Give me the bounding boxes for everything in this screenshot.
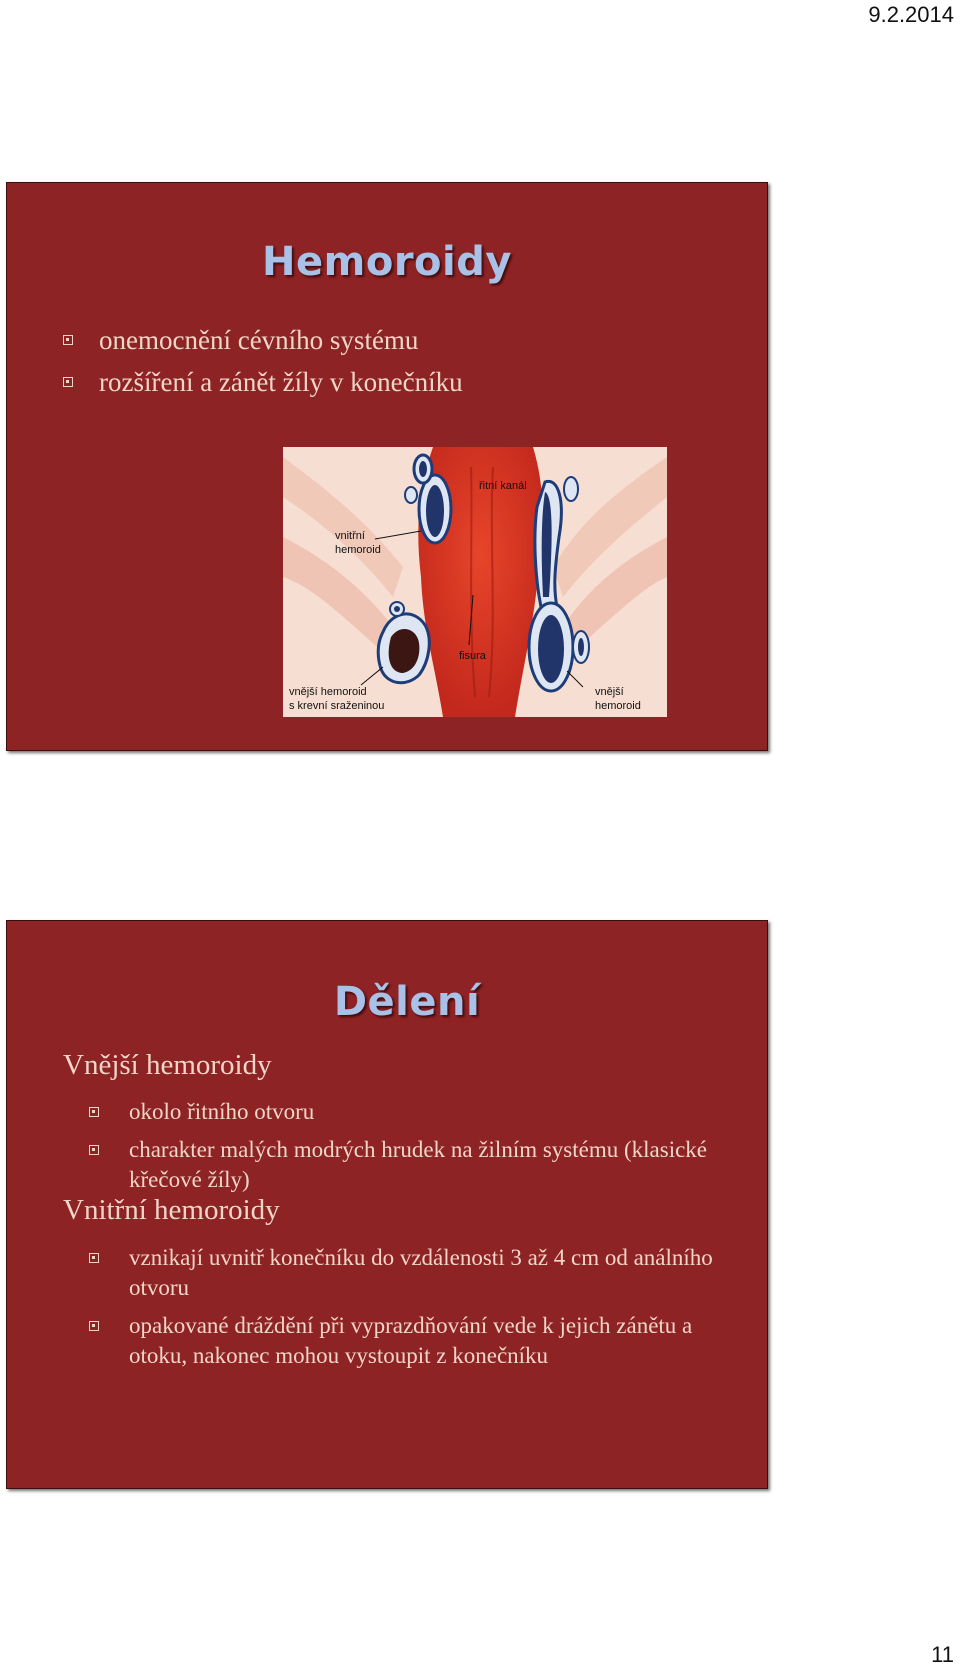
- bullet-text: okolo řitního otvoru: [129, 1099, 315, 1124]
- square-bullet-icon: [63, 335, 73, 345]
- label-s-krevni-srazeninou: s krevní sraženinou: [289, 700, 385, 712]
- bullet-text: rozšíření a zánět žíly v konečníku: [99, 367, 463, 397]
- list-item: [89, 1097, 729, 1127]
- slide-hemoroidy: [6, 182, 768, 751]
- slide-title: Dělení: [333, 979, 481, 1025]
- bullet-list: [63, 319, 463, 403]
- bullet-text: charakter malých modrých hrudek na žilním systému (klasické křečové žíly): [129, 1137, 707, 1192]
- page-number: 11: [931, 1642, 954, 1667]
- bullet-list: [89, 1243, 729, 1379]
- list-item: [89, 1243, 729, 1303]
- label-vnejsi: vnější: [595, 686, 624, 698]
- square-bullet-icon: [89, 1253, 99, 1263]
- list-item: [63, 319, 463, 361]
- bullet-text: opakované dráždění při vyprazdňování vede k jejich zánětu a otoku, nakonec mohou vystoupit z konečníku: [129, 1313, 693, 1368]
- label-fisura: fisura: [459, 650, 486, 662]
- section-heading: Vnitřní hemoroidy: [63, 1194, 280, 1226]
- list-item: [89, 1135, 729, 1195]
- square-bullet-icon: [89, 1321, 99, 1331]
- label-hemoroid-right: hemoroid: [595, 700, 641, 712]
- square-bullet-icon: [89, 1145, 99, 1155]
- bullet-text: vznikají uvnitř konečníku do vzdálenosti 3 až 4 cm od análního otvoru: [129, 1245, 713, 1300]
- slide-deleni: [6, 920, 768, 1489]
- bullet-list: [89, 1097, 729, 1203]
- bullet-text: onemocnění cévního systému: [99, 325, 419, 355]
- list-item: [63, 361, 463, 403]
- label-vnitrni: vnitřní: [335, 530, 365, 542]
- slide-title: Hemoroidy: [262, 239, 512, 285]
- section-heading: Vnější hemoroidy: [63, 1049, 272, 1081]
- list-item: [89, 1311, 729, 1371]
- print-date: 9.2.2014: [868, 2, 954, 27]
- square-bullet-icon: [63, 377, 73, 387]
- anatomy-illustration: [283, 447, 667, 717]
- square-bullet-icon: [89, 1107, 99, 1117]
- label-vnejsi-hemoroid: vnější hemoroid: [289, 686, 367, 698]
- label-hemoroid: hemoroid: [335, 544, 381, 556]
- label-ritni-kanal: řitní kanál: [479, 480, 527, 492]
